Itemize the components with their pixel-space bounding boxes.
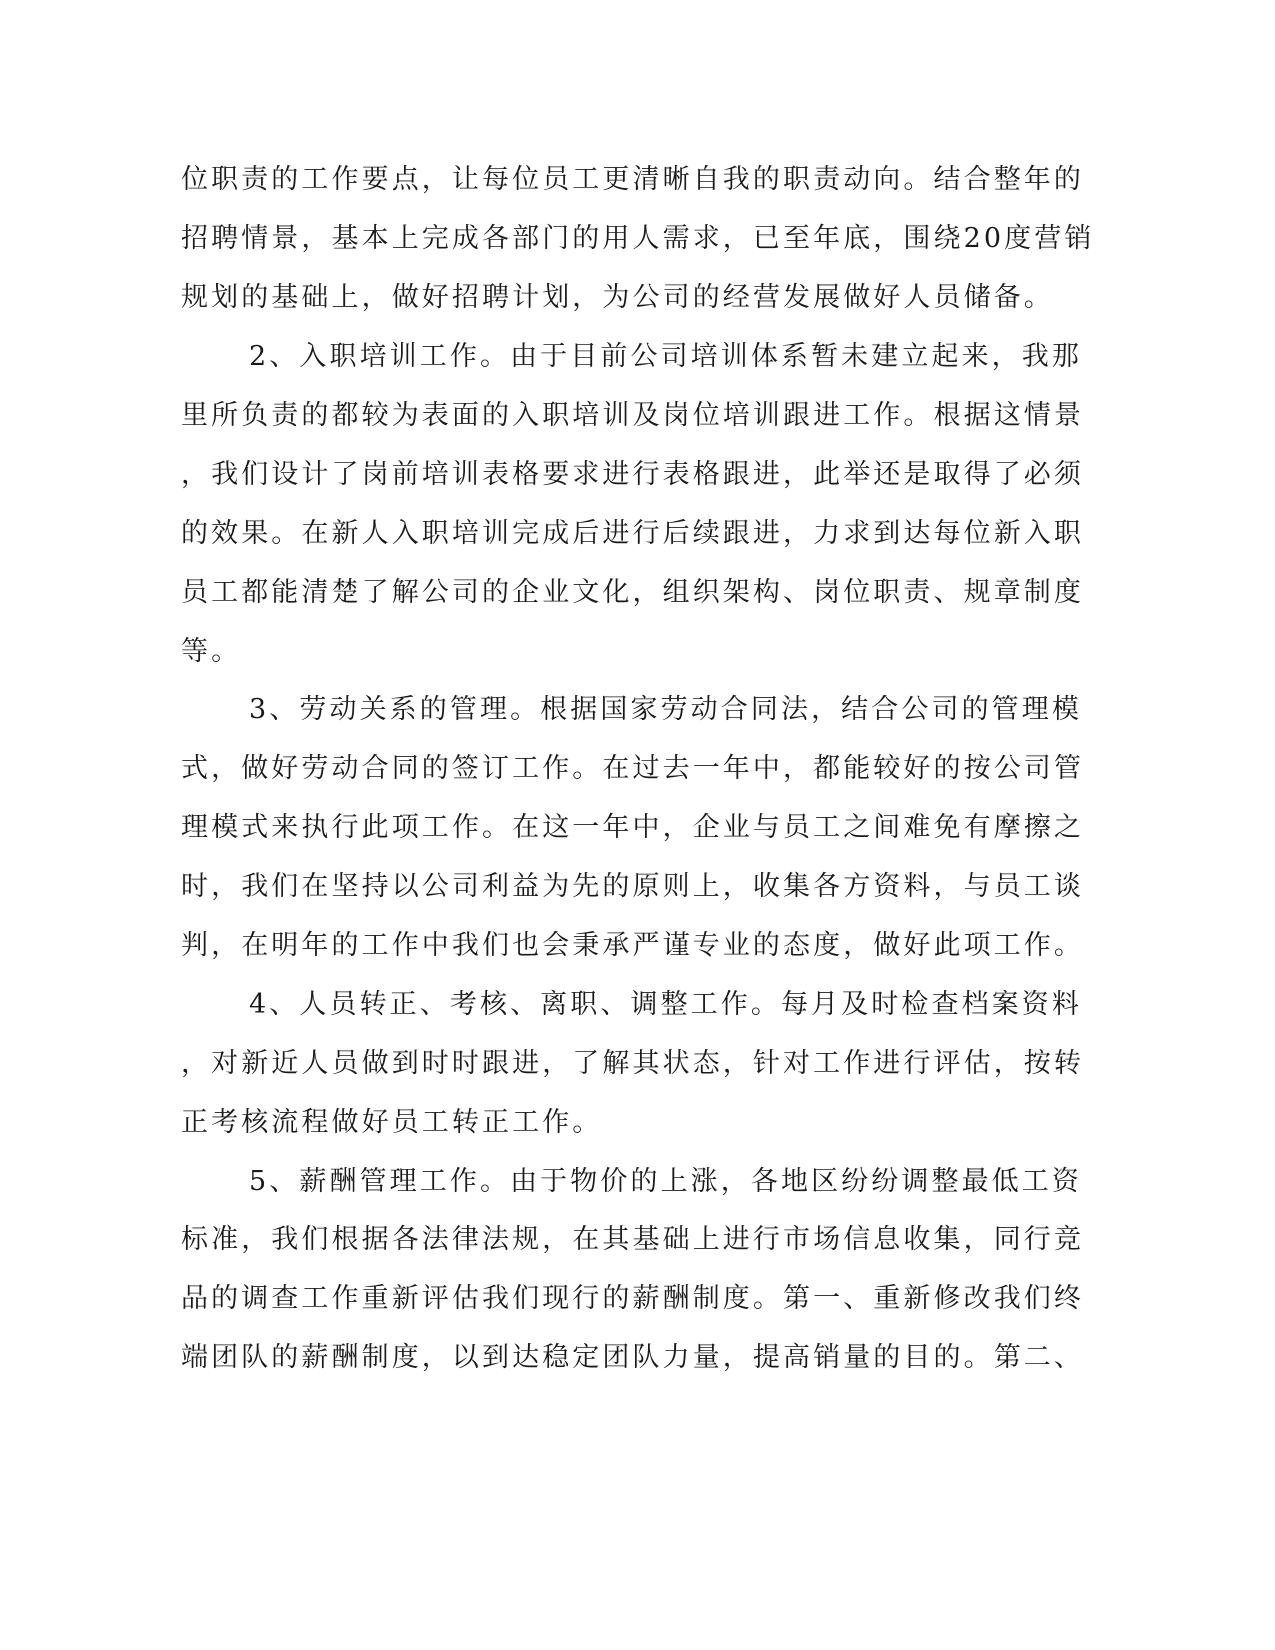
text-line: 标准，我们根据各法律法规，在其基础上进行市场信息收集，同行竞 bbox=[181, 1224, 1084, 1255]
text-line: 等。 bbox=[181, 636, 242, 667]
text-line: 招聘情景，基本上完成各部门的用人需求，已至年底，围绕20度营销 bbox=[181, 223, 1095, 254]
text-line: 理模式来执行此项工作。在这一年中，企业与员工之间难免有摩擦之 bbox=[181, 812, 1084, 843]
paragraph-5-start: 5、薪酬管理工作。由于物价的上涨，各地区纷纷调整最低工资 bbox=[249, 1166, 1082, 1197]
text-line: 规划的基础上，做好招聘计划，为公司的经营发展做好人员储备。 bbox=[181, 282, 1054, 313]
text-line: ，我们设计了岗前培训表格要求进行表格跟进，此举还是取得了必须 bbox=[181, 459, 1084, 490]
text-line: 正考核流程做好员工转正工作。 bbox=[181, 1107, 603, 1138]
text-line: 的效果。在新人入职培训完成后进行后续跟进，力求到达每位新入职 bbox=[181, 518, 1084, 549]
paragraph-2-start: 2、入职培训工作。由于目前公司培训体系暂未建立起来，我那 bbox=[249, 341, 1082, 372]
text-line: 品的调查工作重新评估我们现行的薪酬制度。第一、重新修改我们终 bbox=[181, 1283, 1084, 1314]
text-line: 时，我们在坚持以公司利益为先的原则上，收集各方资料，与员工谈 bbox=[181, 871, 1084, 902]
paragraph-3-start: 3、劳动关系的管理。根据国家劳动合同法，结合公司的管理模 bbox=[249, 694, 1082, 725]
text-line: 判，在明年的工作中我们也会秉承严谨专业的态度，做好此项工作。 bbox=[181, 930, 1084, 961]
text-line: 员工都能清楚了解公司的企业文化，组织架构、岗位职责、规章制度 bbox=[181, 577, 1084, 608]
text-line: ，对新近人员做到时时跟进，了解其状态，针对工作进行评估，按转 bbox=[181, 1048, 1084, 1079]
text-line: 位职责的工作要点，让每位员工更清晰自我的职责动向。结合整年的 bbox=[181, 164, 1084, 195]
text-line: 里所负责的都较为表面的入职培训及岗位培训跟进工作。根据这情景 bbox=[181, 400, 1084, 431]
text-line: 式，做好劳动合同的签订工作。在过去一年中，都能较好的按公司管 bbox=[181, 753, 1084, 784]
text-line: 端团队的薪酬制度，以到达稳定团队力量，提高销量的目的。第二、 bbox=[181, 1342, 1084, 1373]
paragraph-4-start: 4、人员转正、考核、离职、调整工作。每月及时检查档案资料 bbox=[249, 989, 1082, 1020]
